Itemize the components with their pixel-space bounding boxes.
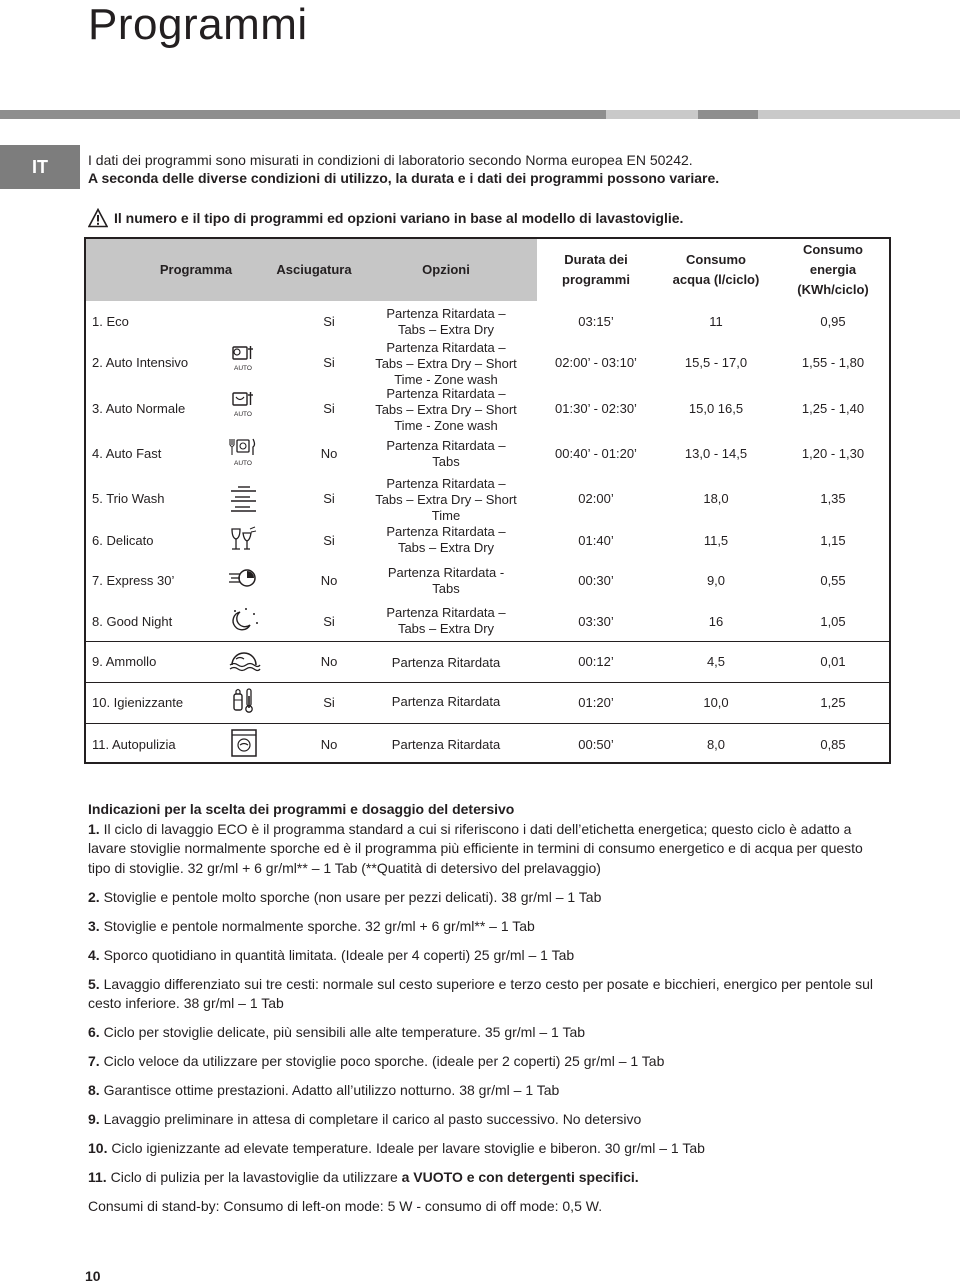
water-value: 15,5 - 17,0 bbox=[684, 355, 748, 370]
note-number: 3. bbox=[88, 917, 100, 934]
program-name: 11. Autopulizia bbox=[92, 737, 176, 752]
auto-normal-icon bbox=[226, 389, 262, 419]
page-title: Programmi bbox=[88, 0, 308, 49]
note-number: 6. bbox=[88, 1024, 100, 1040]
options-value bbox=[366, 306, 526, 338]
note-item bbox=[88, 820, 888, 879]
note-text: Stoviglie e pentole molto sporche (non usare per pezzi delicati). 38 gr/ml – 1 Tab bbox=[99, 888, 602, 905]
note-number: 2. bbox=[88, 888, 100, 905]
note-number: 5. bbox=[88, 975, 100, 992]
energy-value: 1,05 bbox=[820, 614, 846, 629]
header-rule bbox=[606, 110, 698, 119]
note-item bbox=[88, 946, 888, 966]
note-text: Lavaggio preliminare in attesa di completare il carico al pasto successivo. No detersivo bbox=[99, 1111, 642, 1127]
note-number: 8. bbox=[88, 1082, 100, 1098]
note-text: Ciclo igienizzante ad elevate temperature. Ideale per lavare stoviglie e biberon. 30 gr/ml – 1 Tab bbox=[107, 1140, 705, 1156]
drying-value: Si bbox=[323, 695, 335, 710]
note-text: Ciclo per stoviglie delicate, più sensibili alle alte temperature. 35 gr/ml – 1 Tab bbox=[99, 1024, 586, 1040]
program-name: 6. Delicato bbox=[92, 533, 154, 548]
energy-value: 0,55 bbox=[820, 573, 846, 588]
water-value: 18,0 bbox=[703, 491, 729, 506]
header-rule bbox=[0, 110, 606, 119]
table-divider bbox=[86, 641, 889, 642]
energy-value: 1,20 - 1,30 bbox=[801, 446, 865, 461]
option-line: Tabs – Extra Dry bbox=[397, 621, 495, 636]
duration-value: 01:30’ - 02:30’ bbox=[555, 401, 637, 416]
drying-value: Si bbox=[323, 355, 335, 370]
note-number: 7. bbox=[88, 1053, 100, 1069]
options-value bbox=[366, 694, 526, 710]
option-line: Tabs – Extra Dry – Short bbox=[375, 492, 517, 507]
drying-value: Si bbox=[323, 401, 335, 416]
warning-note bbox=[88, 208, 683, 228]
options-value bbox=[366, 438, 526, 470]
note-item bbox=[88, 888, 888, 908]
note-item bbox=[88, 1081, 888, 1101]
options-value bbox=[366, 737, 526, 753]
note-number: 4. bbox=[88, 946, 100, 963]
header-energy-line: Consumo bbox=[803, 242, 863, 257]
energy-value: 1,35 bbox=[820, 491, 846, 506]
duration-value: 00:12’ bbox=[578, 654, 614, 669]
note-text: Ciclo di pulizia per la lavastoviglie da utilizzare bbox=[106, 1169, 402, 1185]
drying-value: No bbox=[320, 573, 338, 588]
water-value: 4,5 bbox=[706, 654, 726, 669]
icon-label: AUTO bbox=[234, 460, 252, 467]
note-text: Stoviglie e pentole normalmente sporche. 32 gr/ml + 6 gr/ml** – 1 Tab bbox=[99, 917, 535, 934]
standby-note: Consumi di stand-by: Consumo di left-on mode: 5 W - consumo di off mode: 0,5 W. bbox=[88, 1198, 603, 1214]
note-bold-text: a VUOTO e con detergenti specifici. bbox=[401, 1169, 639, 1185]
note-text: Garantisce ottime prestazioni. Adatto all’utilizzo notturno. 38 gr/ml – 1 Tab bbox=[99, 1082, 560, 1098]
auto-intensive-icon bbox=[226, 343, 262, 373]
program-name: 10. Igienizzante bbox=[92, 695, 184, 710]
energy-value: 1,25 - 1,40 bbox=[801, 401, 865, 416]
options-value bbox=[366, 476, 526, 524]
option-line: Partenza Ritardata – bbox=[386, 524, 506, 539]
drying-value: Si bbox=[323, 533, 335, 548]
energy-value: 1,55 - 1,80 bbox=[801, 355, 865, 370]
duration-value: 00:30’ bbox=[578, 573, 614, 588]
warning-text: Il numero e il tipo di programmi ed opzioni variano in base al modello di lavastoviglie. bbox=[114, 210, 684, 226]
options-value bbox=[366, 524, 526, 556]
header-water bbox=[661, 250, 771, 290]
option-line: Partenza Ritardata – bbox=[386, 306, 506, 321]
intro-line: A seconda delle diverse condizioni di utilizzo, la durata e i dati dei programmi possono variare. bbox=[88, 170, 720, 186]
option-line: Partenza Ritardata – bbox=[386, 340, 506, 355]
water-value: 15,0 16,5 bbox=[688, 401, 744, 416]
option-line: Partenza Ritardata - bbox=[387, 565, 505, 580]
option-line: Partenza Ritardata – bbox=[386, 438, 506, 453]
option-line: Partenza Ritardata – bbox=[386, 605, 506, 620]
header-energy-line: energia bbox=[809, 262, 857, 277]
duration-value: 02:00’ - 03:10’ bbox=[555, 355, 637, 370]
drying-value: No bbox=[320, 737, 338, 752]
intro-line: I dati dei programmi sono misurati in condizioni di laboratorio secondo Norma europea EN 50242. bbox=[88, 152, 693, 168]
icon-label: AUTO bbox=[234, 411, 252, 418]
header-rule bbox=[698, 110, 758, 119]
table-divider bbox=[86, 723, 889, 724]
program-name: 9. Ammollo bbox=[92, 654, 157, 669]
options-value bbox=[366, 565, 526, 597]
option-line: Tabs bbox=[432, 581, 460, 596]
water-value: 13,0 - 14,5 bbox=[684, 446, 748, 461]
option-line: Time - Zone wash bbox=[394, 418, 498, 433]
duration-value: 00:40’ - 01:20’ bbox=[555, 446, 637, 461]
note-number: 10. bbox=[88, 1140, 108, 1156]
note-number: 11. bbox=[88, 1169, 107, 1185]
duration-value: 01:40’ bbox=[578, 533, 614, 548]
option-line: Tabs – Extra Dry bbox=[397, 322, 495, 337]
option-line: Partenza Ritardata – bbox=[386, 476, 506, 491]
option-line: Tabs – Extra Dry bbox=[397, 540, 495, 555]
note-item bbox=[88, 1139, 888, 1159]
option-line: Time bbox=[431, 508, 461, 523]
program-name: 3. Auto Normale bbox=[92, 401, 186, 416]
program-table bbox=[84, 237, 891, 764]
soak-icon bbox=[226, 647, 262, 677]
self-clean-icon bbox=[226, 728, 262, 758]
program-name: 7. Express 30’ bbox=[92, 573, 175, 588]
trio-wash-icon bbox=[226, 482, 262, 512]
energy-value: 0,01 bbox=[820, 654, 846, 669]
option-line: Partenza Ritardata bbox=[391, 737, 501, 752]
program-name: 5. Trio Wash bbox=[92, 491, 165, 506]
note-number: 1. bbox=[88, 820, 100, 837]
drying-value: Si bbox=[323, 614, 335, 629]
header-rule bbox=[758, 110, 960, 119]
options-value bbox=[366, 386, 526, 434]
program-name: 2. Auto Intensivo bbox=[92, 355, 189, 370]
notes-section bbox=[88, 800, 888, 1226]
header-options: Opzioni bbox=[422, 262, 470, 277]
energy-value: 1,25 bbox=[820, 695, 846, 710]
drying-value: No bbox=[320, 446, 338, 461]
note-item bbox=[88, 975, 888, 1014]
option-line: Tabs bbox=[432, 454, 460, 469]
notes-heading: Indicazioni per la scelta dei programmi e dosaggio del detersivo bbox=[88, 801, 515, 817]
water-value: 11,5 bbox=[703, 533, 729, 548]
water-value: 9,0 bbox=[706, 573, 726, 588]
duration-value: 03:30’ bbox=[578, 614, 614, 629]
language-tab: IT bbox=[0, 145, 80, 189]
drying-value: No bbox=[320, 654, 338, 669]
options-value bbox=[366, 605, 526, 637]
duration-value: 01:20’ bbox=[578, 695, 614, 710]
table-divider bbox=[86, 682, 889, 683]
option-line: Tabs – Extra Dry – Short bbox=[375, 356, 517, 371]
header-water-line: acqua (l/ciclo) bbox=[672, 272, 760, 287]
icon-label: AUTO bbox=[234, 365, 252, 372]
note-number: 9. bbox=[88, 1111, 100, 1127]
header-energy-line: (KWh/ciclo) bbox=[797, 282, 869, 297]
sanitize-icon bbox=[226, 686, 262, 716]
note-text: Ciclo veloce da utilizzare per stoviglie poco sporche. (ideale per 2 coperti) 25 gr/ml – 1 Tab bbox=[99, 1053, 665, 1069]
express-icon bbox=[226, 566, 262, 596]
note-text: Il ciclo di lavaggio ECO è il programma standard a cui si riferiscono i dati dell’etichetta energetica; questo ciclo è adatto a lavare stoviglie normalmente sporche ed è il programma più efficiente in termini di consumo energetico e di acqua per questo tipo di stoviglie. 32 gr/ml + 6 gr/ml** – 1 Tab (**Quatità di detersivo del prelavaggio) bbox=[88, 820, 863, 876]
header-duration-line: Durata dei bbox=[564, 252, 628, 267]
header-drying: Asciugatura bbox=[276, 262, 352, 277]
warning-icon bbox=[88, 208, 108, 228]
duration-value: 00:50’ bbox=[578, 737, 614, 752]
option-line: Partenza Ritardata bbox=[391, 655, 501, 670]
note-item bbox=[88, 1168, 888, 1188]
note-text: Lavaggio differenziato sui tre cesti: normale sul cesto superiore e terzo cesto per posate e bicchieri, energico per pentole sul cesto inferiore. 38 gr/ml – 1 Tab bbox=[88, 975, 873, 1011]
header-program: Programma bbox=[159, 262, 233, 277]
option-line: Partenza Ritardata bbox=[391, 694, 501, 709]
option-line: Tabs – Extra Dry – Short bbox=[375, 402, 517, 417]
delicate-glass-icon bbox=[226, 526, 262, 556]
note-item bbox=[88, 1110, 888, 1130]
page-number: 10 bbox=[85, 1268, 101, 1284]
moon-icon bbox=[226, 606, 262, 636]
water-value: 16 bbox=[708, 614, 724, 629]
note-item bbox=[88, 1052, 888, 1072]
water-value: 11 bbox=[709, 314, 723, 329]
energy-value: 0,95 bbox=[820, 314, 846, 329]
program-name: 4. Auto Fast bbox=[92, 446, 162, 461]
note-item bbox=[88, 1023, 888, 1043]
option-line: Partenza Ritardata – bbox=[386, 386, 506, 401]
energy-value: 0,85 bbox=[820, 737, 846, 752]
options-value bbox=[366, 655, 526, 671]
intro-text bbox=[88, 151, 719, 187]
header-energy bbox=[779, 240, 887, 300]
header-duration bbox=[541, 250, 651, 290]
water-value: 10,0 bbox=[703, 695, 729, 710]
duration-value: 02:00’ bbox=[578, 491, 614, 506]
header-duration-line: programmi bbox=[562, 272, 630, 287]
option-line: Time - Zone wash bbox=[394, 372, 498, 387]
note-item bbox=[88, 917, 888, 937]
water-value: 8,0 bbox=[706, 737, 726, 752]
energy-value: 1,15 bbox=[820, 533, 846, 548]
auto-fast-icon bbox=[226, 437, 262, 467]
note-text: Sporco quotidiano in quantità limitata. (Ideale per 4 coperti) 25 gr/ml – 1 Tab bbox=[99, 946, 575, 963]
drying-value: Si bbox=[323, 491, 335, 506]
program-name: 1. Eco bbox=[92, 314, 129, 329]
drying-value: Si bbox=[323, 314, 335, 329]
options-value bbox=[366, 340, 526, 388]
header-water-line: Consumo bbox=[686, 252, 746, 267]
program-name: 8. Good Night bbox=[92, 614, 173, 629]
duration-value: 03:15’ bbox=[578, 314, 614, 329]
